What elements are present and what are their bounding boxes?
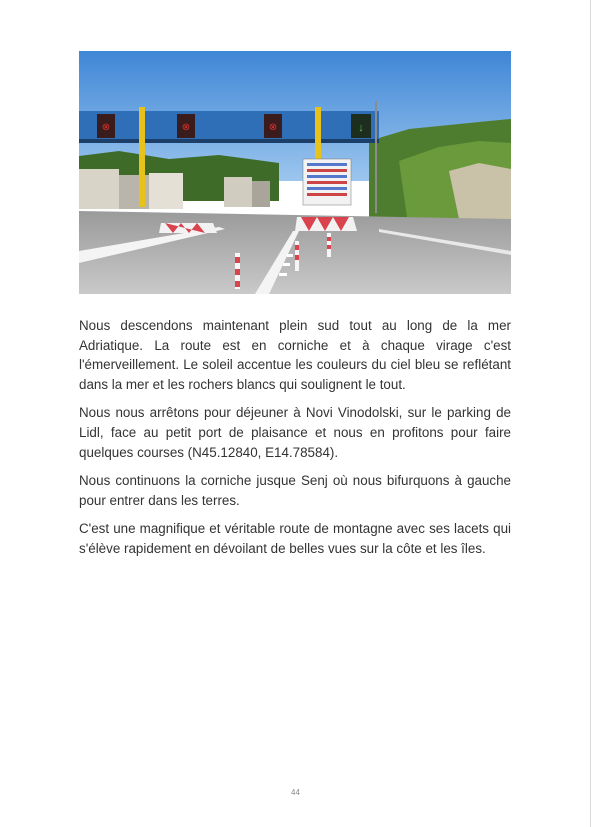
body-text [79,316,511,568]
paragraph: Nous descendons maintenant plein sud tout au long de la mer Adriatique. La route est en corniche et à chaque virage c'est l'émerveillement. Le soleil accentue les couleurs du ciel bleu se reflétant dans la mer et les rochers blancs qui soulignent le tout. [79,318,511,392]
paragraph: Nous nous arrêtons pour déjeuner à Novi Vinodolski, sur le parking de Lidl, face au petit port de plaisance et nous en profitons pour faire quelques courses (N45.12840, E14.78584). [79,405,511,460]
paragraph: Nous continuons la corniche jusque Senj où nous bifurquons à gauche pour entrer dans les terres. [79,473,511,508]
toll-station-photo [79,51,511,294]
svg-text:⊗: ⊗ [181,122,191,133]
svg-text:↓: ↓ [358,122,364,134]
page-number: 44 [291,788,300,797]
svg-text:⊗: ⊗ [268,122,278,133]
paragraph: C'est une magnifique et véritable route de montagne avec ses lacets qui s'élève rapidement en dévoilant de belles vues sur la côte et les îles. [79,521,511,556]
svg-text:⊗: ⊗ [101,122,111,133]
